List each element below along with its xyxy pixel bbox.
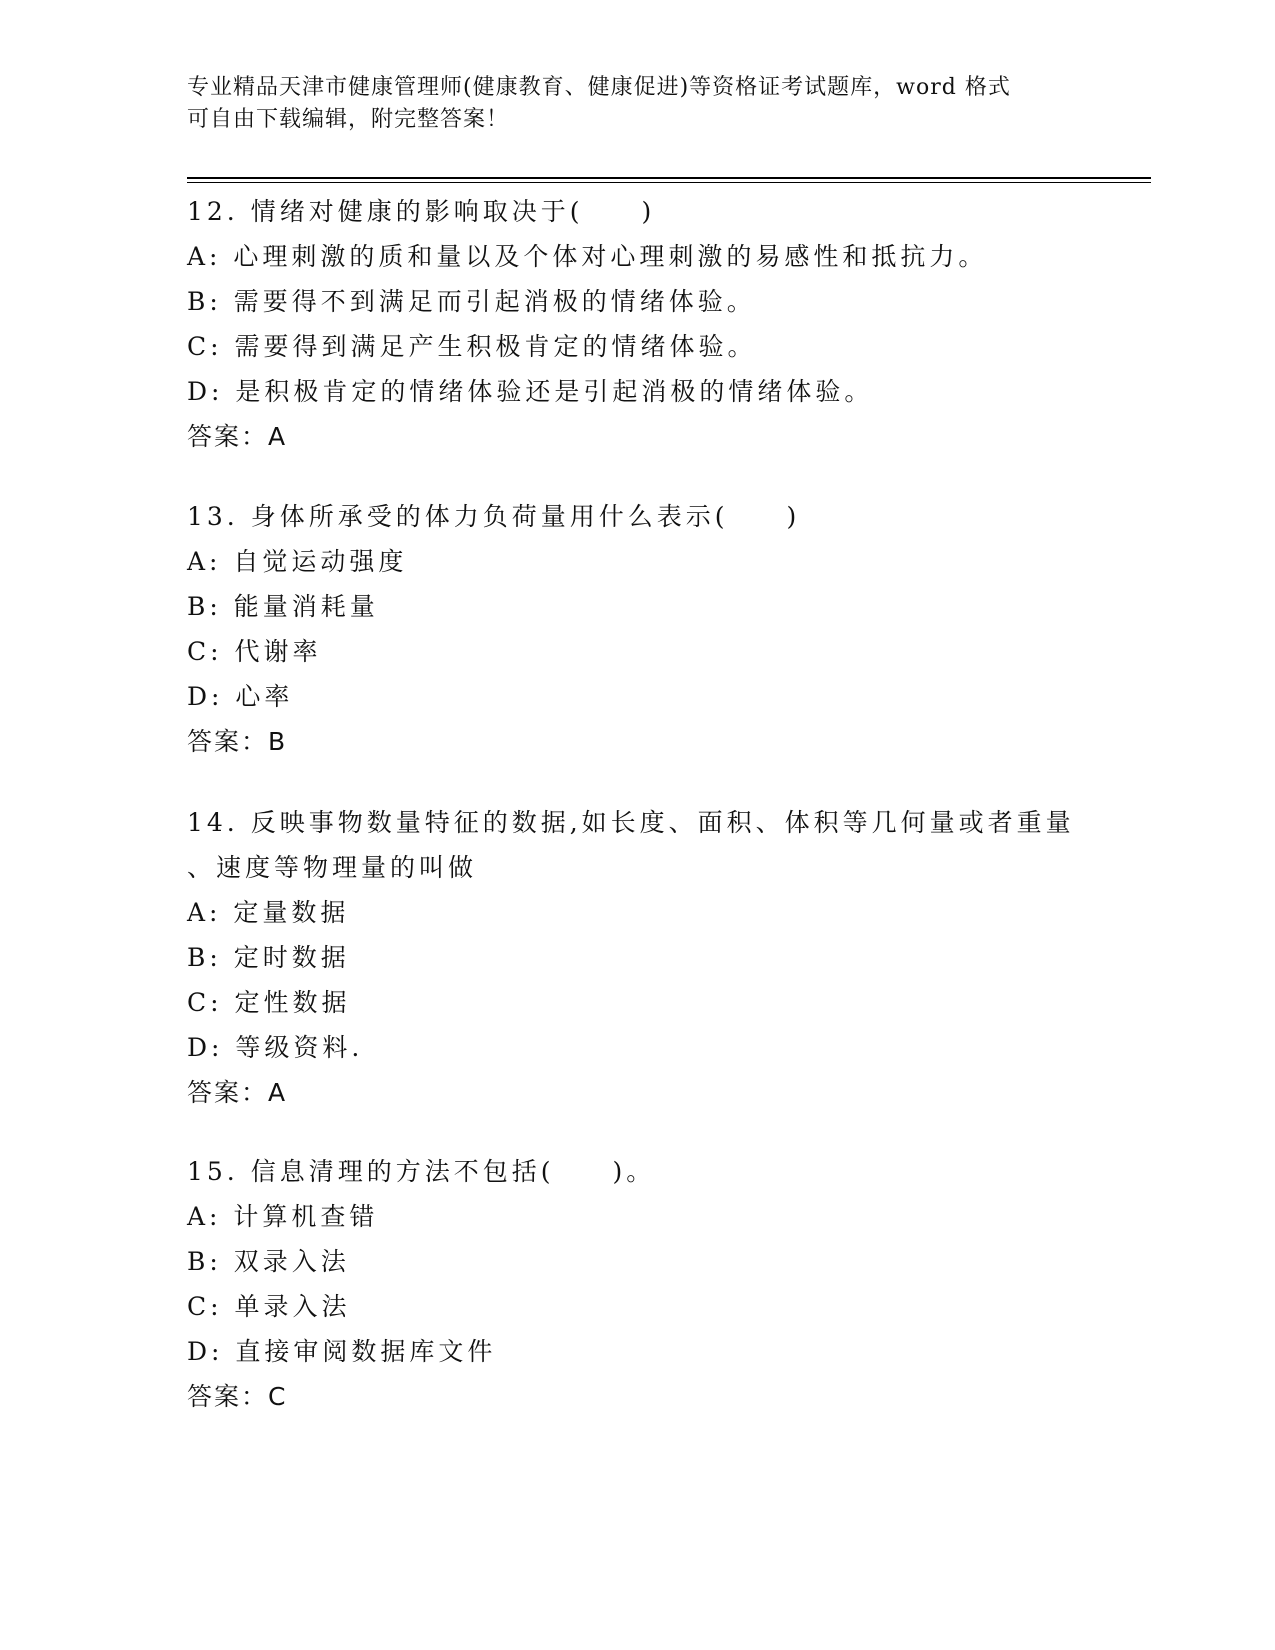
option-b: B: 定时数据 [187,943,350,972]
question-13 [187,494,1087,764]
option-a: A: 心理刺激的质和量以及个体对心理刺激的易感性和抵抗力。 [187,242,988,271]
question-14 [187,800,1087,1115]
option-b: B: 需要得不到满足而引起消极的情绪体验。 [187,287,756,316]
option-c: C: 单录入法 [187,1292,351,1321]
option-d: D: 是积极肯定的情绪体验还是引起消极的情绪体验。 [187,377,874,406]
answer-label: 答案：C [187,1382,288,1411]
option-b: B: 能量消耗量 [187,592,379,621]
document-header [187,72,1087,136]
option-c: C: 代谢率 [187,637,322,666]
question-stem: 13. 身体所承受的体力负荷量用什么表示( ) [187,502,801,531]
option-a: A: 自觉运动强度 [187,547,408,576]
header-divider-thick [187,177,1151,179]
question-stem: 15. 信息清理的方法不包括( )。 [187,1157,656,1186]
answer-label: 答案：B [187,727,288,756]
question-stem-line-2: 、速度等物理量的叫做 [187,853,478,882]
option-c: C: 需要得到满足产生积极肯定的情绪体验。 [187,332,757,361]
header-divider-thin [187,182,1151,183]
answer-label: 答案：A [187,422,288,451]
question-stem: 12. 情绪对健康的影响取决于( ) [187,197,656,226]
question-stem-line-1: 14. 反映事物数量特征的数据,如长度、面积、体积等几何量或者重量 [187,808,1075,837]
header-line-1: 专业精品天津市健康管理师(健康教育、健康促进)等资格证考试题库，word 格式 [187,75,1011,100]
header-line-2: 可自由下载编辑，附完整答案！ [187,107,510,132]
answer-label: 答案：A [187,1078,288,1107]
option-c: C: 定性数据 [187,988,351,1017]
option-a: A: 计算机查错 [187,1202,379,1231]
option-b: B: 双录入法 [187,1247,350,1276]
option-d: D: 等级资料. [187,1033,364,1062]
question-15 [187,1149,1087,1419]
option-d: D: 心率 [187,682,294,711]
question-12 [187,189,1087,459]
option-d: D: 直接审阅数据库文件 [187,1337,497,1366]
option-a: A: 定量数据 [187,898,350,927]
